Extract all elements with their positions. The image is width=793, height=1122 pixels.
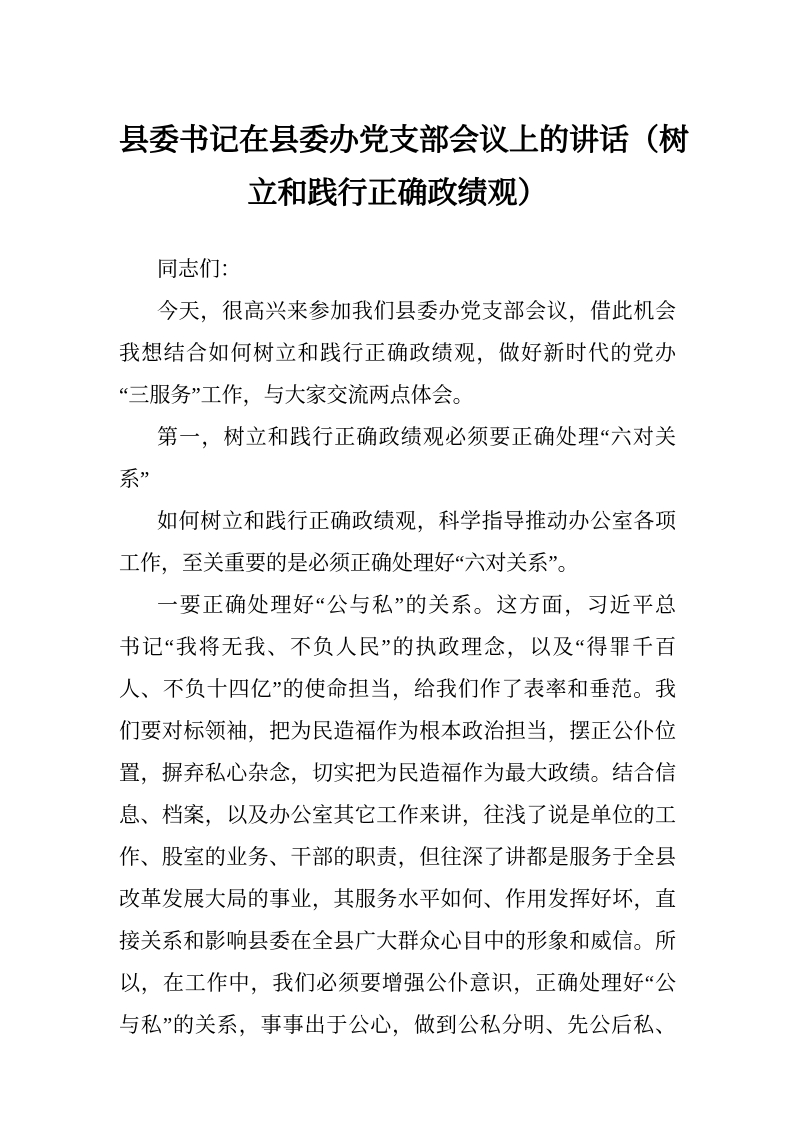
body-line: 与私”的关系，事事出于公心，做到公私分明、先公后私、	[119, 1013, 676, 1037]
document-title-line: 立和践行正确政绩观）	[247, 177, 548, 210]
body-line: 改革发展大局的事业，其服务水平如何、作用发挥好坏，直	[119, 887, 676, 911]
body-line: 作、股室的业务、干部的职责，但往深了讲都是服务于全县	[119, 845, 676, 869]
body-line: 第一，树立和践行正确政绩观必须要正确处理“六对关	[157, 425, 676, 449]
document-title-line: 县委书记在县委办党支部会议上的讲话（树	[119, 124, 689, 157]
body-line: 以，在工作中，我们必须要增强公仆意识，正确处理好“公	[119, 971, 676, 995]
document-body	[119, 248, 676, 1046]
document-title	[119, 114, 689, 220]
body-line: 我想结合如何树立和践行正确政绩观，做好新时代的党办	[119, 341, 676, 365]
body-line: 今天，很高兴来参加我们县委办党支部会议，借此机会	[157, 299, 676, 323]
body-line: 书记“我将无我、不负人民”的执政理念，以及“得罪千百	[119, 635, 676, 659]
body-line: 置，摒弃私心杂念，切实把为民造福作为最大政绩。结合信	[119, 761, 676, 785]
body-line: 息、档案，以及办公室其它工作来讲，往浅了说是单位的工	[119, 803, 676, 827]
body-line: 人、不负十四亿”的使命担当，给我们作了表率和垂范。我	[119, 677, 676, 701]
body-line: 们要对标领袖，把为民造福作为根本政治担当，摆正公仆位	[119, 719, 676, 743]
body-line: 工作，至关重要的是必须正确处理好“六对关系”。	[119, 551, 579, 575]
body-line: “三服务”工作，与大家交流两点体会。	[119, 383, 474, 407]
body-line: 接关系和影响县委在全县广大群众心目中的形象和威信。所	[119, 929, 676, 953]
body-line: 系”	[119, 467, 150, 491]
body-line: 一要正确处理好“公与私”的关系。这方面，习近平总	[157, 593, 676, 617]
body-line: 同志们：	[157, 257, 241, 281]
body-line: 如何树立和践行正确政绩观，科学指导推动办公室各项	[157, 509, 676, 533]
